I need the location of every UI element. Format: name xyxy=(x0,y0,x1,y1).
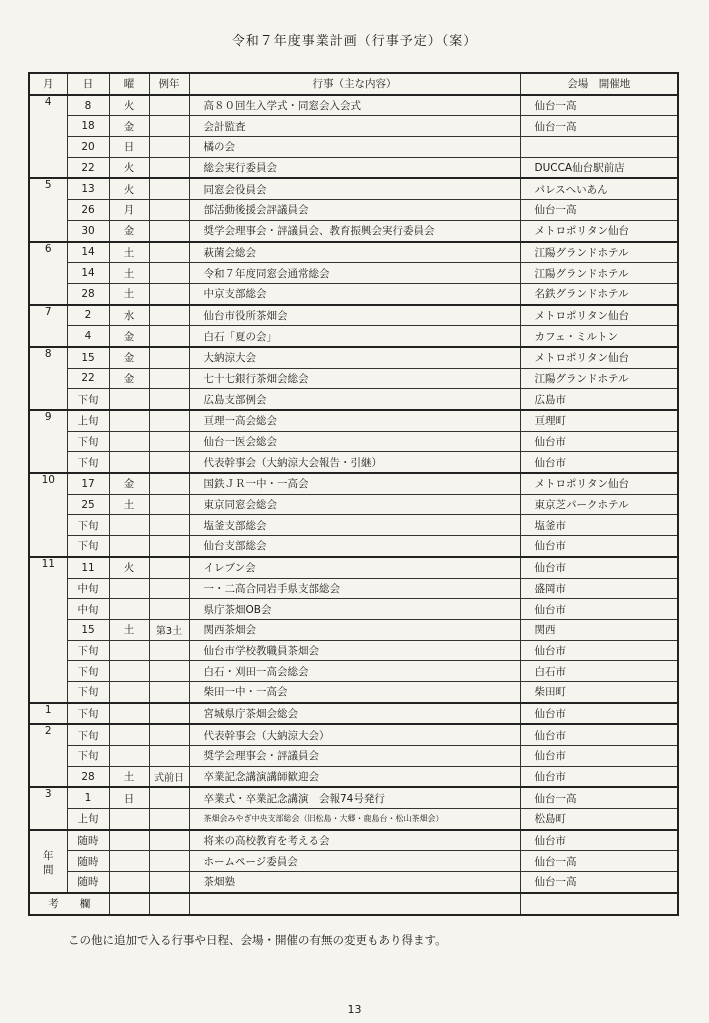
table-row xyxy=(29,578,678,599)
dow-cell xyxy=(109,851,149,872)
event-cell: 将来の高校教育を考える会 xyxy=(189,830,520,851)
venue-cell: 仙台市 xyxy=(520,599,678,620)
dow-cell: 金 xyxy=(109,473,149,494)
table-row xyxy=(29,557,678,578)
header-standard: 例年 xyxy=(149,73,189,95)
day-cell: 15 xyxy=(67,619,109,640)
header-venue: 会場 開催地 xyxy=(520,73,678,95)
table-row xyxy=(29,178,678,199)
dow-cell xyxy=(109,599,149,620)
day-cell: 随時 xyxy=(67,851,109,872)
standard-cell xyxy=(149,746,189,767)
standard-cell xyxy=(149,872,189,893)
month-cell: 6 xyxy=(29,242,67,305)
venue-cell: 仙台一高 xyxy=(520,95,678,116)
dow-cell: 土 xyxy=(109,283,149,304)
table-row xyxy=(29,242,678,263)
event-cell: 仙台支部総会 xyxy=(189,536,520,557)
table-row xyxy=(29,95,678,116)
dow-cell: 火 xyxy=(109,178,149,199)
standard-cell xyxy=(149,137,189,158)
standard-cell xyxy=(149,473,189,494)
remarks-label: 考 欄 xyxy=(29,893,109,915)
venue-cell: 柴田町 xyxy=(520,681,678,702)
month-cell xyxy=(29,830,67,893)
event-cell: 七十七銀行茶畑会総会 xyxy=(189,368,520,389)
event-cell: 中京支部総会 xyxy=(189,283,520,304)
event-cell: 県庁茶畑OB会 xyxy=(189,599,520,620)
day-cell: 28 xyxy=(67,283,109,304)
standard-cell: 第3土 xyxy=(149,619,189,640)
day-cell: 15 xyxy=(67,347,109,368)
table-row xyxy=(29,830,678,851)
venue-cell: 盛岡市 xyxy=(520,578,678,599)
standard-cell xyxy=(149,830,189,851)
day-cell: 中旬 xyxy=(67,599,109,620)
day-cell: 8 xyxy=(67,95,109,116)
table-row xyxy=(29,452,678,473)
dow-cell xyxy=(109,578,149,599)
venue-cell: パレスへいあん xyxy=(520,178,678,199)
table-row xyxy=(29,536,678,557)
page-number: 13 xyxy=(347,1003,362,1016)
venue-cell: 仙台市 xyxy=(520,431,678,452)
day-cell: 13 xyxy=(67,178,109,199)
event-cell: 仙台市学校教職員茶畑会 xyxy=(189,640,520,661)
header-dow: 曜 xyxy=(109,73,149,95)
event-cell: 東京同窓会総会 xyxy=(189,494,520,515)
table-row xyxy=(29,326,678,347)
day-cell: 下旬 xyxy=(67,515,109,536)
event-cell: 仙台市役所茶畑会 xyxy=(189,305,520,326)
standard-cell xyxy=(149,95,189,116)
standard-cell xyxy=(149,431,189,452)
day-cell: 11 xyxy=(67,557,109,578)
dow-cell: 金 xyxy=(109,347,149,368)
venue-cell: 仙台市 xyxy=(520,766,678,787)
table-row xyxy=(29,746,678,767)
table-row xyxy=(29,640,678,661)
dow-cell: 火 xyxy=(109,95,149,116)
dow-cell: 土 xyxy=(109,766,149,787)
event-cell: 柴田一中・一高会 xyxy=(189,681,520,702)
table-row xyxy=(29,368,678,389)
standard-cell xyxy=(149,640,189,661)
day-cell: 中旬 xyxy=(67,578,109,599)
table-row xyxy=(29,200,678,221)
venue-cell: 仙台市 xyxy=(520,452,678,473)
event-cell: 総会実行委員会 xyxy=(189,157,520,178)
dow-cell xyxy=(109,724,149,745)
dow-cell: 火 xyxy=(109,557,149,578)
day-cell: 下旬 xyxy=(67,703,109,725)
event-cell: 国鉄ＪＲ一中・一高会 xyxy=(189,473,520,494)
event-cell: 茶畑塾 xyxy=(189,872,520,893)
venue-cell: 江陽グランドホテル xyxy=(520,368,678,389)
dow-cell xyxy=(109,431,149,452)
event-cell: 萩菌会総会 xyxy=(189,242,520,263)
event-cell: イレブン会 xyxy=(189,557,520,578)
standard-cell xyxy=(149,661,189,682)
venue-cell: 仙台市 xyxy=(520,830,678,851)
day-cell: 17 xyxy=(67,473,109,494)
venue-cell: DUCCA仙台駅前店 xyxy=(520,157,678,178)
venue-cell xyxy=(520,137,678,158)
dow-cell: 日 xyxy=(109,137,149,158)
standard-cell xyxy=(149,578,189,599)
day-cell: 25 xyxy=(67,494,109,515)
remarks-cell xyxy=(520,893,678,915)
dow-cell xyxy=(109,389,149,410)
venue-cell: 仙台一高 xyxy=(520,787,678,808)
dow-cell xyxy=(109,661,149,682)
month-cell: 11 xyxy=(29,557,67,703)
day-cell: 14 xyxy=(67,263,109,284)
dow-cell xyxy=(109,452,149,473)
event-cell: 卒業式・卒業記念講演 会報74号発行 xyxy=(189,787,520,808)
dow-cell xyxy=(109,746,149,767)
event-cell: 部活動後援会評議員会 xyxy=(189,200,520,221)
venue-cell: 仙台市 xyxy=(520,640,678,661)
event-cell: 同窓会役員会 xyxy=(189,178,520,199)
table-row xyxy=(29,766,678,787)
venue-cell: 仙台市 xyxy=(520,703,678,725)
standard-cell xyxy=(149,536,189,557)
standard-cell xyxy=(149,326,189,347)
day-cell: 下旬 xyxy=(67,746,109,767)
day-cell: 28 xyxy=(67,766,109,787)
month-cell: 9 xyxy=(29,410,67,473)
remarks-cell xyxy=(109,893,149,915)
table-row xyxy=(29,410,678,431)
venue-cell: メトロポリタン仙台 xyxy=(520,305,678,326)
table-row xyxy=(29,389,678,410)
standard-cell xyxy=(149,703,189,725)
table-row xyxy=(29,263,678,284)
venue-cell: 江陽グランドホテル xyxy=(520,242,678,263)
day-cell: 14 xyxy=(67,242,109,263)
venue-cell: 東京芝パークホテル xyxy=(520,494,678,515)
venue-cell: 松島町 xyxy=(520,809,678,830)
standard-cell xyxy=(149,851,189,872)
standard-cell xyxy=(149,242,189,263)
day-cell: 下旬 xyxy=(67,452,109,473)
month-cell: 4 xyxy=(29,95,67,179)
day-cell: 下旬 xyxy=(67,724,109,745)
day-cell: 18 xyxy=(67,116,109,137)
table-row xyxy=(29,283,678,304)
table-row xyxy=(29,787,678,808)
dow-cell: 金 xyxy=(109,220,149,241)
table-row xyxy=(29,599,678,620)
schedule-table xyxy=(28,72,679,916)
table-row xyxy=(29,724,678,745)
header-day: 日 xyxy=(67,73,109,95)
remarks-cell xyxy=(149,893,189,915)
page-title: 令和７年度事業計画（行事予定）（案） xyxy=(231,34,478,49)
standard-cell xyxy=(149,787,189,808)
standard-cell xyxy=(149,283,189,304)
standard-cell xyxy=(149,305,189,326)
day-cell: 26 xyxy=(67,200,109,221)
event-cell: ホームページ委員会 xyxy=(189,851,520,872)
dow-cell: 土 xyxy=(109,242,149,263)
event-cell: 代表幹事会（大納涼大会報告・引継） xyxy=(189,452,520,473)
month-cell: 8 xyxy=(29,347,67,410)
table-row xyxy=(29,681,678,702)
month-label: 年間 xyxy=(43,849,54,876)
table-row xyxy=(29,515,678,536)
venue-cell: 白石市 xyxy=(520,661,678,682)
standard-cell xyxy=(149,681,189,702)
day-cell: 30 xyxy=(67,220,109,241)
day-cell: 随時 xyxy=(67,872,109,893)
standard-cell xyxy=(149,263,189,284)
venue-cell: 仙台一高 xyxy=(520,116,678,137)
event-cell: 会計監査 xyxy=(189,116,520,137)
month-cell: 5 xyxy=(29,178,67,241)
table-row xyxy=(29,305,678,326)
event-cell: 白石・刈田一高会総会 xyxy=(189,661,520,682)
day-cell: 下旬 xyxy=(67,640,109,661)
event-cell: 塩釜支部総会 xyxy=(189,515,520,536)
table-row xyxy=(29,619,678,640)
venue-cell: メトロポリタン仙台 xyxy=(520,473,678,494)
venue-cell: 仙台一高 xyxy=(520,851,678,872)
table-row xyxy=(29,220,678,241)
event-cell: 宮城県庁茶畑会総会 xyxy=(189,703,520,725)
standard-cell xyxy=(149,557,189,578)
day-cell: 上旬 xyxy=(67,809,109,830)
venue-cell: 仙台一高 xyxy=(520,872,678,893)
schedule-body xyxy=(29,95,678,893)
standard-cell: 式前日 xyxy=(149,766,189,787)
table-row xyxy=(29,809,678,830)
day-cell: 下旬 xyxy=(67,389,109,410)
event-cell: 白石「夏の会」 xyxy=(189,326,520,347)
dow-cell: 火 xyxy=(109,157,149,178)
day-cell: 22 xyxy=(67,368,109,389)
header-row xyxy=(29,73,678,95)
day-cell: 2 xyxy=(67,305,109,326)
venue-cell: 仙台市 xyxy=(520,746,678,767)
dow-cell xyxy=(109,681,149,702)
dow-cell: 土 xyxy=(109,619,149,640)
table-row xyxy=(29,703,678,725)
dow-cell: 金 xyxy=(109,368,149,389)
table-row xyxy=(29,116,678,137)
day-cell: 22 xyxy=(67,157,109,178)
dow-cell xyxy=(109,515,149,536)
venue-cell: メトロポリタン仙台 xyxy=(520,220,678,241)
event-cell: 亘理一高会総会 xyxy=(189,410,520,431)
event-cell: 令和７年度同窓会通常総会 xyxy=(189,263,520,284)
event-cell: 茶畑会みやぎ中央支部総会（旧松島・大郷・鹿島台・松山茶畑会） xyxy=(189,809,520,830)
month-cell: 2 xyxy=(29,724,67,787)
standard-cell xyxy=(149,599,189,620)
venue-cell: 広島市 xyxy=(520,389,678,410)
table-row xyxy=(29,872,678,893)
header-month: 月 xyxy=(29,73,67,95)
dow-cell xyxy=(109,536,149,557)
standard-cell xyxy=(149,389,189,410)
venue-cell: 仙台一高 xyxy=(520,200,678,221)
venue-cell: 塩釜市 xyxy=(520,515,678,536)
standard-cell xyxy=(149,347,189,368)
dow-cell: 金 xyxy=(109,116,149,137)
month-cell: 3 xyxy=(29,787,67,829)
day-cell: 20 xyxy=(67,137,109,158)
header-event: 行事（主な内容） xyxy=(189,73,520,95)
table-row xyxy=(29,494,678,515)
standard-cell xyxy=(149,515,189,536)
standard-cell xyxy=(149,178,189,199)
standard-cell xyxy=(149,494,189,515)
dow-cell: 土 xyxy=(109,494,149,515)
dow-cell xyxy=(109,703,149,725)
dow-cell xyxy=(109,830,149,851)
dow-cell xyxy=(109,809,149,830)
day-cell: 1 xyxy=(67,787,109,808)
table-row xyxy=(29,347,678,368)
remarks-cell xyxy=(189,893,520,915)
standard-cell xyxy=(149,809,189,830)
dow-cell xyxy=(109,872,149,893)
table-row xyxy=(29,137,678,158)
event-cell: 卒業記念講演講師歓迎会 xyxy=(189,766,520,787)
month-cell: 1 xyxy=(29,703,67,725)
month-cell: 7 xyxy=(29,305,67,347)
table-row xyxy=(29,473,678,494)
day-cell: 随時 xyxy=(67,830,109,851)
event-cell: 一・二高合同岩手県支部総会 xyxy=(189,578,520,599)
day-cell: 下旬 xyxy=(67,661,109,682)
event-cell: 関西茶畑会 xyxy=(189,619,520,640)
dow-cell: 金 xyxy=(109,326,149,347)
standard-cell xyxy=(149,220,189,241)
day-cell: 下旬 xyxy=(67,681,109,702)
event-cell: 大納涼大会 xyxy=(189,347,520,368)
dow-cell: 土 xyxy=(109,263,149,284)
event-cell: 奨学会理事会・評議員会、教育振興会実行委員会 xyxy=(189,220,520,241)
day-cell: 下旬 xyxy=(67,431,109,452)
event-cell: 高８０回生入学式・同窓会入会式 xyxy=(189,95,520,116)
event-cell: 仙台一医会総会 xyxy=(189,431,520,452)
day-cell: 4 xyxy=(67,326,109,347)
standard-cell xyxy=(149,410,189,431)
dow-cell: 日 xyxy=(109,787,149,808)
venue-cell: 仙台市 xyxy=(520,536,678,557)
standard-cell xyxy=(149,200,189,221)
table-row xyxy=(29,851,678,872)
event-cell: 代表幹事会（大納涼大会） xyxy=(189,724,520,745)
venue-cell: 仙台市 xyxy=(520,557,678,578)
standard-cell xyxy=(149,157,189,178)
table-row xyxy=(29,661,678,682)
standard-cell xyxy=(149,116,189,137)
event-cell: 奨学会理事会・評議員会 xyxy=(189,746,520,767)
dow-cell xyxy=(109,640,149,661)
day-cell: 下旬 xyxy=(67,536,109,557)
venue-cell: 亘理町 xyxy=(520,410,678,431)
venue-cell: メトロポリタン仙台 xyxy=(520,347,678,368)
venue-cell: 関西 xyxy=(520,619,678,640)
venue-cell: カフェ・ミルトン xyxy=(520,326,678,347)
event-cell: 橘の会 xyxy=(189,137,520,158)
dow-cell: 水 xyxy=(109,305,149,326)
event-cell: 広島支部例会 xyxy=(189,389,520,410)
venue-cell: 江陽グランドホテル xyxy=(520,263,678,284)
dow-cell: 月 xyxy=(109,200,149,221)
table-row xyxy=(29,431,678,452)
remarks-row xyxy=(29,893,678,915)
footnote: この他に追加で入る行事や日程、会場・開催の有無の変更もあり得ます。 xyxy=(68,933,447,947)
standard-cell xyxy=(149,368,189,389)
dow-cell xyxy=(109,410,149,431)
standard-cell xyxy=(149,724,189,745)
table-row xyxy=(29,157,678,178)
month-cell: 10 xyxy=(29,473,67,557)
day-cell: 上旬 xyxy=(67,410,109,431)
venue-cell: 仙台市 xyxy=(520,724,678,745)
venue-cell: 名鉄グランドホテル xyxy=(520,283,678,304)
standard-cell xyxy=(149,452,189,473)
